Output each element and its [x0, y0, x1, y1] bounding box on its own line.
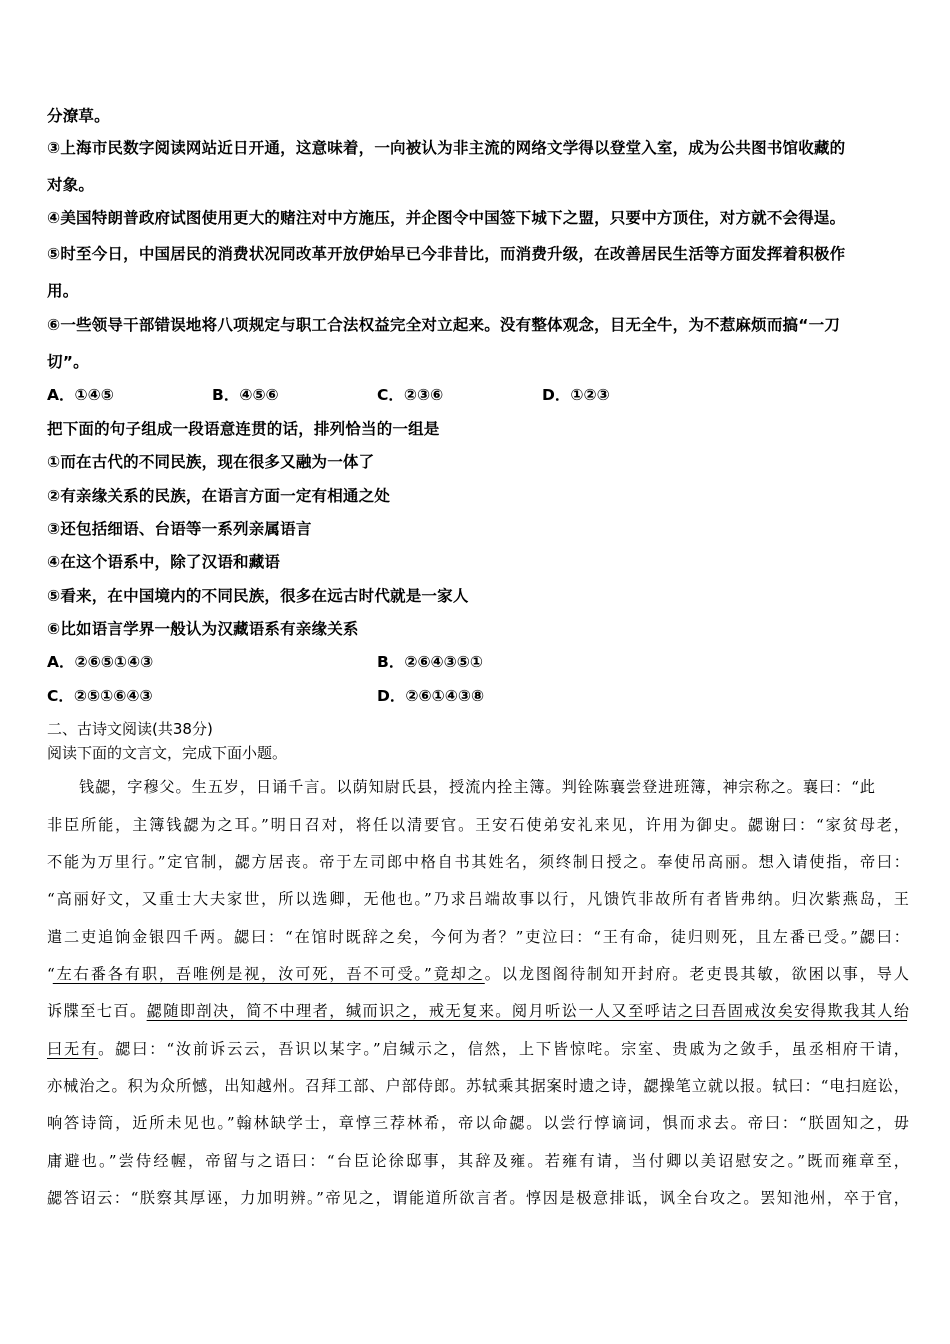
prev-question-line: 切”。 [47, 353, 89, 371]
passage-line [47, 1000, 907, 1021]
passage-line [47, 963, 907, 984]
option-a: A．②⑥⑤①④③ [47, 653, 154, 671]
option-c: C．②⑤①⑥④③ [47, 687, 153, 705]
option-a: A．①④⑤ [47, 386, 114, 404]
sentence-item: ①而在古代的不同民族，现在很多又融为一体了 [47, 453, 375, 471]
passage-line: 勰答诏云：“朕察其厚诬，力加明辨。”帝见之，谓能道所欲言者。惇因是极意排诋，讽全台攻之。罢知池州，卒于官， [47, 1189, 907, 1207]
sentence-item: ⑥比如语言学界一般认为汉藏语系有亲缘关系 [47, 620, 359, 638]
passage-text: “ [47, 965, 53, 983]
option-d: D．①②③ [542, 386, 610, 404]
prev-question-line: ⑥一些领导干部错误地将八项规定与职工合法权益完全对立起来。没有整体观念，目无全牛，为不惹麻烦而搞“一刀 [47, 316, 841, 334]
question-stem: 把下面的句子组成一段语意连贯的话，排列恰当的一组是 [47, 420, 440, 438]
passage-line [47, 1038, 907, 1059]
passage-line: 非臣所能，主簿钱勰为之耳。”明日召对，将任以清要官。王安石使弟安礼来见，许用为御史。勰谢曰：“家贫母老， [47, 816, 907, 834]
passage-line: 庸避也。”尝侍经幄，帝留与之语曰：“台臣论徐邸事，其辞及雍。若雍有请，当付卿以美诏慰安之。”既而雍章至， [47, 1152, 907, 1170]
prev-question-line: ⑤时至今日，中国居民的消费状况同改革开放伊始早已今非昔比，而消费升级，在改善居民生活等方面发挥着积极作 [47, 245, 846, 263]
passage-line: 不能为万里行。”定官制，勰方居丧。帝于左司郎中格自书其姓名，须终制日授之。奉使吊高丽。想入请使指，帝曰： [47, 853, 907, 871]
underlined-sentence: 左右番各有职，吾唯例是视，汝可死，吾不可受。”竟却之 [52, 965, 485, 983]
sentence-item: ③还包括细语、台语等一系列亲属语言 [47, 520, 312, 538]
passage-line: “高丽好文，又重士大夫家世，所以选卿，无他也。”乃求吕端故事以行，凡馈饩非故所有者皆弗纳。归次紫燕岛，王 [47, 890, 907, 908]
sentence-item: ④在这个语系中，除了汉语和藏语 [47, 553, 281, 571]
passage-text: 。勰曰：“汝前诉云云，吾识以某字。”启缄示之，信然，上下皆惊咤。宗室、贵戚为之敛手，虽丞相府干请， [98, 1040, 907, 1058]
option-b: B．④⑤⑥ [212, 386, 279, 404]
passage-text: 诉牒至七百。 [47, 1002, 147, 1020]
underlined-sentence: 勰随即剖决，简不中理者，缄而识之，戒无复来。阅月听讼一人又至呼诘之曰吾固戒汝矣安得欺我其人绐 [146, 1002, 908, 1020]
sentence-item: ⑤看来，在中国境内的不同民族，很多在远古时代就是一家人 [47, 587, 469, 605]
passage-line: 遣二吏追饷金银四千两。勰曰：“在馆时既辞之矣，今何为者？”吏泣曰：“王有命，徒归则死，且左番已受。”勰曰： [47, 928, 907, 946]
underlined-sentence: 曰无有 [47, 1040, 99, 1058]
prev-question-line: 分潦草。 [47, 107, 110, 125]
section-instruction: 阅读下面的文言文，完成下面小题。 [47, 744, 288, 762]
sentence-item: ②有亲缘关系的民族，在语言方面一定有相通之处 [47, 487, 391, 505]
option-c: C．②③⑥ [377, 386, 444, 404]
passage-line: 钱勰，字穆父。生五岁，日诵千言。以荫知尉氏县，授流内拴主簿。判铨陈襄尝登进班簿，神宗称之。襄曰：“此 [79, 778, 875, 796]
passage-line: 响答诗筒，近所未见也。”翰林缺学士，章惇三荐林希，帝以命勰。以尝行惇谪词，惧而求去。帝曰：“朕固知之，毋 [47, 1114, 907, 1132]
passage-line: 亦械治之。积为众所憾，出知越州。召拜工部、户部侍郎。苏轼乘其据案时遗之诗，勰操笔立就以报。轼曰：“电扫庭讼， [47, 1077, 907, 1095]
section-title: 二、古诗文阅读(共38分) [47, 720, 213, 738]
prev-question-line: 对象。 [47, 176, 95, 194]
prev-question-line: 用。 [47, 282, 79, 300]
option-b: B．②⑥④③⑤① [377, 653, 484, 671]
passage-text: 。以龙图阁待制知开封府。老吏畏其敏，欲困以事，导人 [484, 965, 907, 983]
prev-question-line: ③上海市民数字阅读网站近日开通，这意味着，一向被认为非主流的网络文学得以登堂入室，成为公共图书馆收藏的 [47, 139, 846, 157]
prev-question-line: ④美国特朗普政府试图使用更大的赌注对中方施压，并企图令中国签下城下之盟，只要中方顶住，对方就不会得逞。 [47, 209, 846, 227]
option-d: D．②⑥①④③⑧ [377, 687, 485, 705]
